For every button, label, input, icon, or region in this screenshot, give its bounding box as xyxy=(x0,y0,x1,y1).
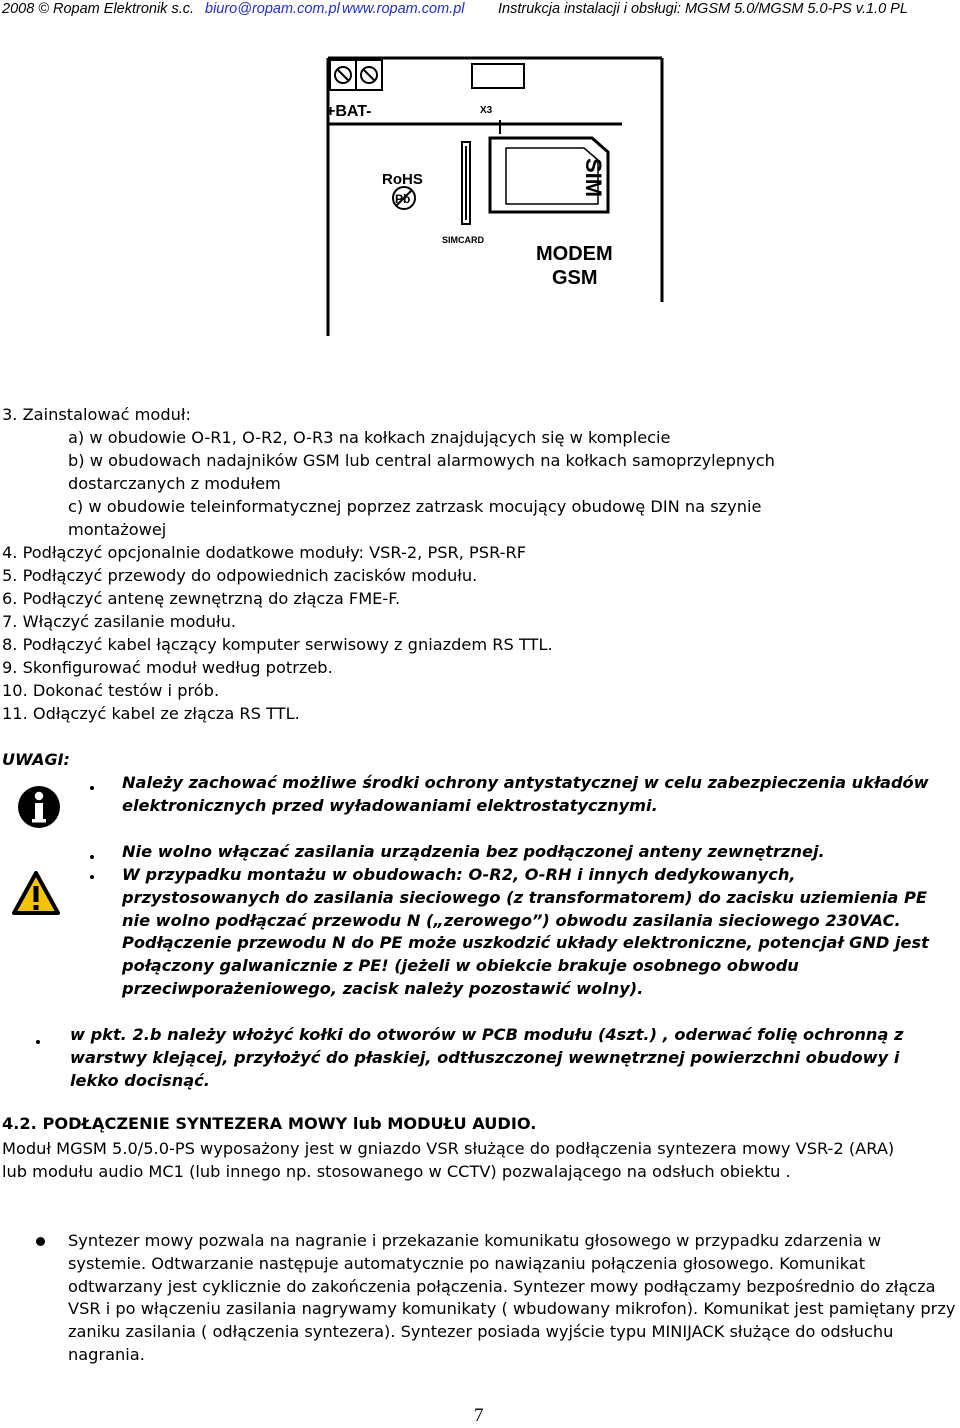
rohs-label: RoHS xyxy=(382,171,423,188)
step-3a: a) w obudowie O-R1, O-R2, O-R3 na kołkach znajdujących się w komplecie xyxy=(68,428,671,447)
step-9: 9. Skonfigurować moduł według potrzeb. xyxy=(2,658,333,677)
note-antenna: Nie wolno włączać zasilania urządzenia bez podłączonej anteny zewnętrznej. xyxy=(122,842,825,861)
step-8: 8. Podłączyć kabel łączący komputer serwisowy z gniazdem RS TTL. xyxy=(2,635,553,654)
section-bullet-text: Syntezer mowy pozwala na nagranie i przekazanie komunikatu głosowego w przypadku zdarzenia w systemie. Odtwarzanie następuje automatycznie po nawiązaniu połączenia głosowego. Komunikat odtwarzany jest cyklicznie do zakończenia połączenia. Syntezer mowy podłączamy bezpośrednio do złącza VSR i po włączeniu zasilania nagrywamy komunikaty ( wbudowany mikrofon). Komunikat jest pamiętany przy zaniku zasilania ( odłączenia syntezera). Syntezer posiada wyjście typu MINIJACK służące do odsłuchu nagrania. xyxy=(68,1231,956,1364)
step-6: 6. Podłączyć antenę zewnętrzną do złącza FME-F. xyxy=(2,589,401,608)
step-3c-cont: montażowej xyxy=(68,520,167,539)
page-header xyxy=(0,0,960,24)
step-3b-cont: dostarczanych z modułem xyxy=(68,474,281,493)
header-company: 2008 © Ropam Elektronik s.c. xyxy=(2,1,195,17)
step-3b: b) w obudowach nadajników GSM lub central alarmowych na kołkach samoprzylepnych xyxy=(68,451,775,470)
section-title: 4.2. PODŁĄCZENIE SYNTEZERA MOWY lub MODUŁU AUDIO. xyxy=(2,1114,537,1133)
notes-title: UWAGI: xyxy=(2,750,70,769)
step-3: 3. Zainstalować moduł: xyxy=(2,405,191,424)
x3-label: X3 xyxy=(480,105,493,116)
header-email-link[interactable]: biuro@ropam.com.pl xyxy=(205,1,340,17)
battery-terminal xyxy=(330,60,382,90)
note-grounding: W przypadku montażu w obudowach: O-R2, O-RH i innych dedykowanych, przystosowanych do zasilania sieciowego (z transformatorem) do zacisku uziemienia PE nie wolno podłączać przewodu N („zerowego”) obwodu zasilania sieciowego 230VAC. Podłączenie przewodu N do PE może uszkodzić układy elektroniczne, potencjał GND jest połączony galwanicznie z PE! (jeżeli w obiekcie brakuje osobnego obwodu przeciwporażeniowego, zacisk należy pozostawić wolny). xyxy=(122,865,929,998)
info-icon xyxy=(16,784,62,830)
note-mounting: w pkt. 2.b należy włożyć kołki do otworów w PCB modułu (4szt.) , oderwać folię ochronną z warstwy klejącej, przyłożyć do płaskiej, odtłuszczonej wewnętrznej powierzchni obudowy i lekko docisnąć. xyxy=(70,1025,904,1090)
header-doc-title: Instrukcja instalacji i obsługi: MGSM 5.0/MGSM 5.0-PS v.1.0 PL xyxy=(498,1,908,17)
note-3-bullet xyxy=(90,875,94,879)
step-3c: c) w obudowie teleinformatycznej poprzez zatrzask mocujący obudowę DIN na szynie xyxy=(68,497,762,516)
bat-label: +BAT- xyxy=(326,103,372,120)
pb-label: Pb xyxy=(395,192,411,206)
note-4-bullet xyxy=(36,1040,40,1044)
note-2-bullet xyxy=(90,855,94,859)
note-antistatic: Należy zachować możliwe środki ochrony antystatycznej w celu zabezpieczenia układów elektronicznych przed wyładowaniami elektrostatycznymi. xyxy=(122,773,929,815)
step-4: 4. Podłączyć opcjonalnie dodatkowe moduły: VSR-2, PSR, PSR-RF xyxy=(2,543,527,562)
simcard-label: SIMCARD xyxy=(442,235,484,245)
header-website-link[interactable]: www.ropam.com.pl xyxy=(342,1,465,17)
modem-label: MODEM xyxy=(536,243,613,265)
step-10: 10. Dokonać testów i prób. xyxy=(2,681,220,700)
warning-icon xyxy=(12,870,60,916)
step-11: 11. Odłączyć kabel ze złącza RS TTL. xyxy=(2,704,300,723)
sim-label: SIM xyxy=(581,158,606,198)
sim-card-diagram xyxy=(322,52,668,340)
step-7: 7. Włączyć zasilanie modułu. xyxy=(2,612,236,631)
step-5: 5. Podłączyć przewody do odpowiednich zacisków modułu. xyxy=(2,566,478,585)
section-intro: Moduł MGSM 5.0/5.0-PS wyposażony jest w gniazdo VSR służące do podłączenia syntezera mowy VSR-2 (ARA) lub modułu audio MC1 (lub innego np. stosowanego w CCTV) pozwalającego na odsłuch obiektu . xyxy=(2,1139,895,1181)
section-bullet-dot xyxy=(36,1237,45,1246)
note-1-bullet xyxy=(90,786,94,790)
gsm-label: GSM xyxy=(552,267,598,289)
page-number: 7 xyxy=(474,1405,484,1426)
